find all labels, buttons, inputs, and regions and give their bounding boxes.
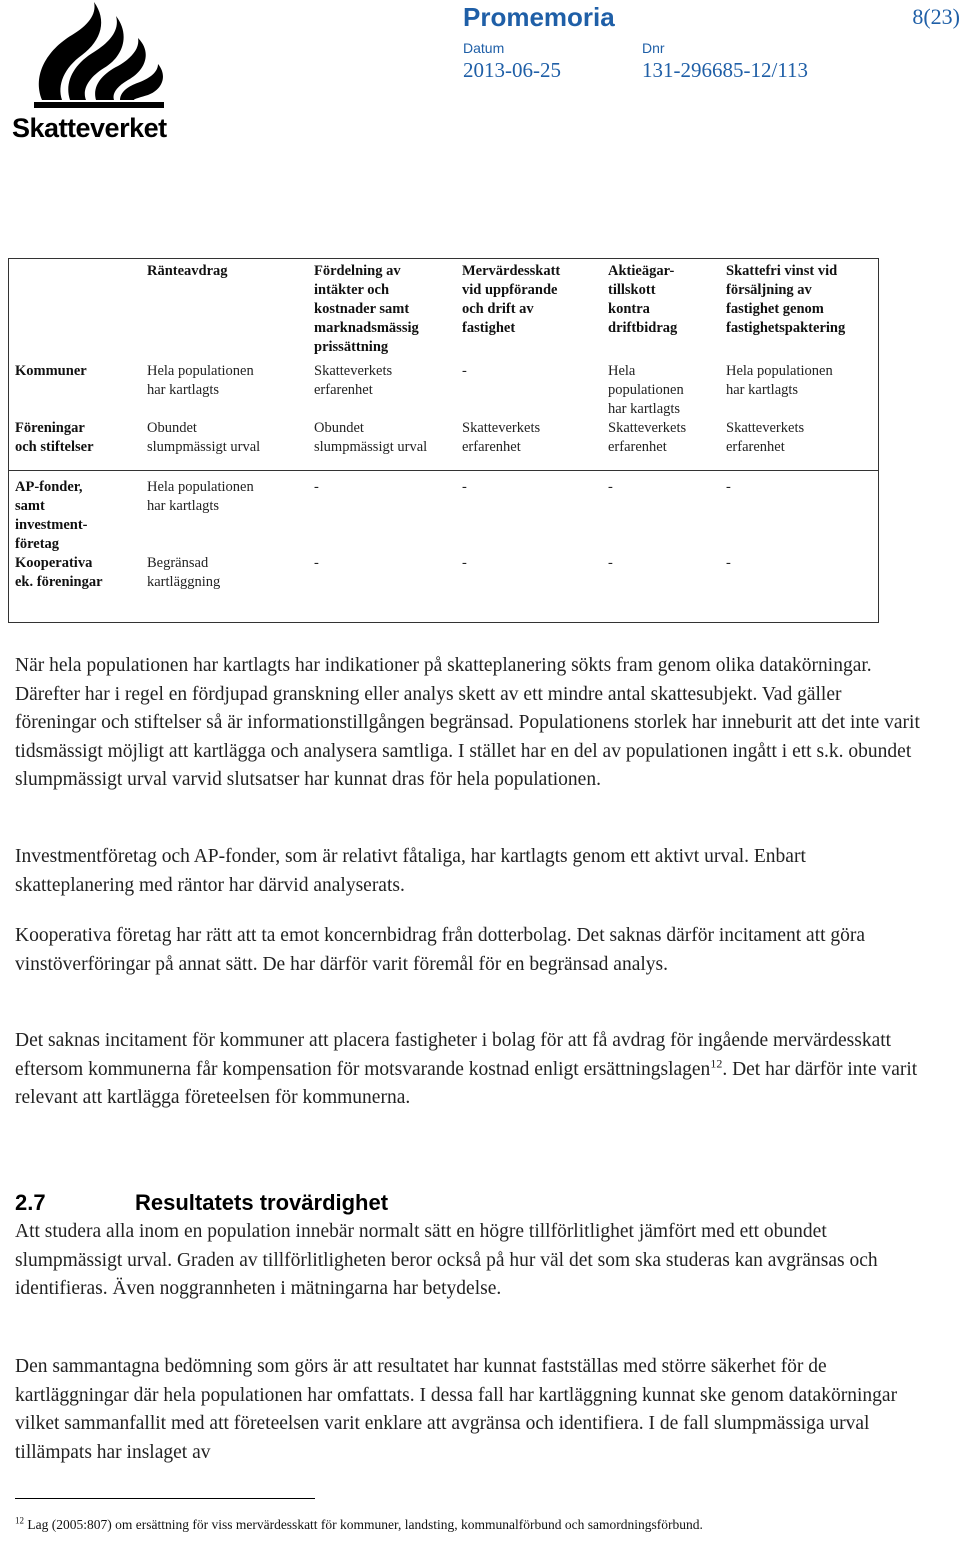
table-cell: - — [314, 479, 319, 495]
table-cell: Skatteverkets erfarenhet — [608, 420, 687, 455]
table-cell: Skatteverkets erfarenhet — [462, 420, 541, 455]
column-header-ranteavdrag: Ränteavdrag — [147, 263, 228, 279]
row-label-ap-fonder: AP-fonder, samt investment- företag — [15, 479, 88, 552]
row-label-foreningar: Föreningar och stiftelser — [15, 420, 94, 455]
footnote-ref[interactable]: 12 — [710, 1056, 723, 1070]
body-paragraph: Att studera alla inom en population innebär normalt sätt en högre tillförlitlighet jämfört med ett obundet slumpmässigt urval. Graden av tillförlitligheten beror också på hur väl det som ska studeras kan avgränsas och identifieras. Även noggrannheten i mätningarna har betydelse. — [15, 1221, 878, 1299]
dnr-value: 131-296685-12/113 — [642, 58, 809, 82]
crown-emblem-icon — [12, 0, 172, 115]
date-value: 2013-06-25 — [463, 58, 561, 82]
survey-table — [8, 258, 879, 623]
footnote-separator — [15, 1498, 315, 1499]
table-cell: - — [726, 555, 731, 571]
table-cell: - — [462, 479, 467, 495]
page-number: 8(23) — [912, 4, 960, 29]
body-paragraph: När hela populationen har kartlagts har indikationer på skatteplanering sökts fram genom olika datakörningar. Därefter har i regel en fördjupad granskning eller analys skett av ett mindre antal skattesubjekt. Vad gäller föreningar och stiftelser så är informationstillgången begränsad. Populationens storlek har inneburit att det inte varit tidsmässigt möjligt att kartlägga och analysera samtliga. I stället har en del av populationen ingått i ett s.k. obundet slumpmässigt urval varvid slutsatser har kunnat dras för hela populationen. — [15, 655, 920, 790]
body-paragraph: Kooperativa företag har rätt att ta emot koncernbidrag från dotterbolag. Det saknas därför incitament att göra vinstöverföringar på annat sätt. De har därför varit föremål för en begränsad analys. — [15, 925, 866, 975]
table-cell: Hela populationen har kartlagts — [147, 363, 254, 398]
date-label: Datum — [463, 40, 505, 56]
table-cell: - — [726, 479, 731, 495]
table-cell: - — [314, 555, 319, 571]
row-label-kooperativa: Kooperativa ek. föreningar — [15, 555, 103, 590]
table-cell: Begränsad kartläggning — [147, 555, 221, 590]
column-header-fordelning: Fördelning av intäkter och kostnader samt marknadsmässig prissättning — [314, 263, 419, 355]
section-number: 2.7 — [15, 1190, 46, 1215]
table-cell: - — [608, 479, 613, 495]
table-cell: Hela populationen har kartlagts — [608, 363, 684, 417]
skatteverket-logo — [12, 0, 172, 145]
document-type: Promemoria — [463, 2, 615, 32]
body-paragraph: Det saknas incitament för kommuner att placera fastigheter i bolag för att få avdrag för ingående mervärdesskatt eftersom kommunerna får kompensation för motsvarande kostnad enligt ersättningslagen$^{12}$. Det har därför inte varit relevant att kartlägga företeelsen för kommunerna. — [15, 1030, 918, 1108]
logo-wordmark: Skatteverket — [12, 113, 167, 143]
dnr-label: Dnr — [642, 40, 665, 56]
table-cell: - — [462, 555, 467, 571]
table-cell: Hela populationen har kartlagts — [726, 363, 833, 398]
table-cell: Skatteverkets erfarenhet — [314, 363, 393, 398]
table-cell: Obundet slumpmässigt urval — [147, 420, 261, 455]
body-paragraph: Investmentföretag och AP-fonder, som är relativt fåtaliga, har kartlagts genom ett aktivt urval. Enbart skatteplanering med räntor har därvid analyserats. — [15, 846, 806, 896]
column-header-mervardesskatt: Mervärdesskatt vid uppförande och drift av fastighet — [462, 263, 561, 336]
table-cell: Hela populationen har kartlagts — [147, 479, 254, 514]
section-title: Resultatets trovärdighet — [135, 1190, 389, 1215]
footnote: $^{12}$ Lag (2005:807) om ersättning för viss mervärdesskatt för kommuner, landsting, kommunalförbund och samordningsförbund. — [15, 1515, 703, 1532]
column-header-skattefri-vinst: Skattefri vinst vid försäljning av fastighet genom fastighetspaktering — [726, 263, 846, 336]
table-divider — [9, 470, 878, 471]
table-cell: Obundet slumpmässigt urval — [314, 420, 428, 455]
section-heading — [15, 1190, 388, 1216]
footnote-number: 12 — [15, 1515, 24, 1526]
body-paragraph: Den sammantagna bedömning som görs är att resultatet har kunnat fastställas med större säkerhet för de kartläggningar där hela populationen har omfattats. I dessa fall har kartläggning kunnat ske genom datakörningar vilket sammanfallit med att företeelsen varit enklare att avgränsa och identifiera. I de fall slumpmässiga urval tillämpats har inslaget av — [15, 1356, 898, 1463]
column-header-aktieagartillskott: Aktieägar- tillskott kontra driftbidrag — [608, 263, 678, 336]
table-cell: - — [608, 555, 613, 571]
row-label-kommuner: Kommuner — [15, 363, 87, 379]
table-cell: Skatteverkets erfarenhet — [726, 420, 805, 455]
table-cell: - — [462, 363, 467, 379]
